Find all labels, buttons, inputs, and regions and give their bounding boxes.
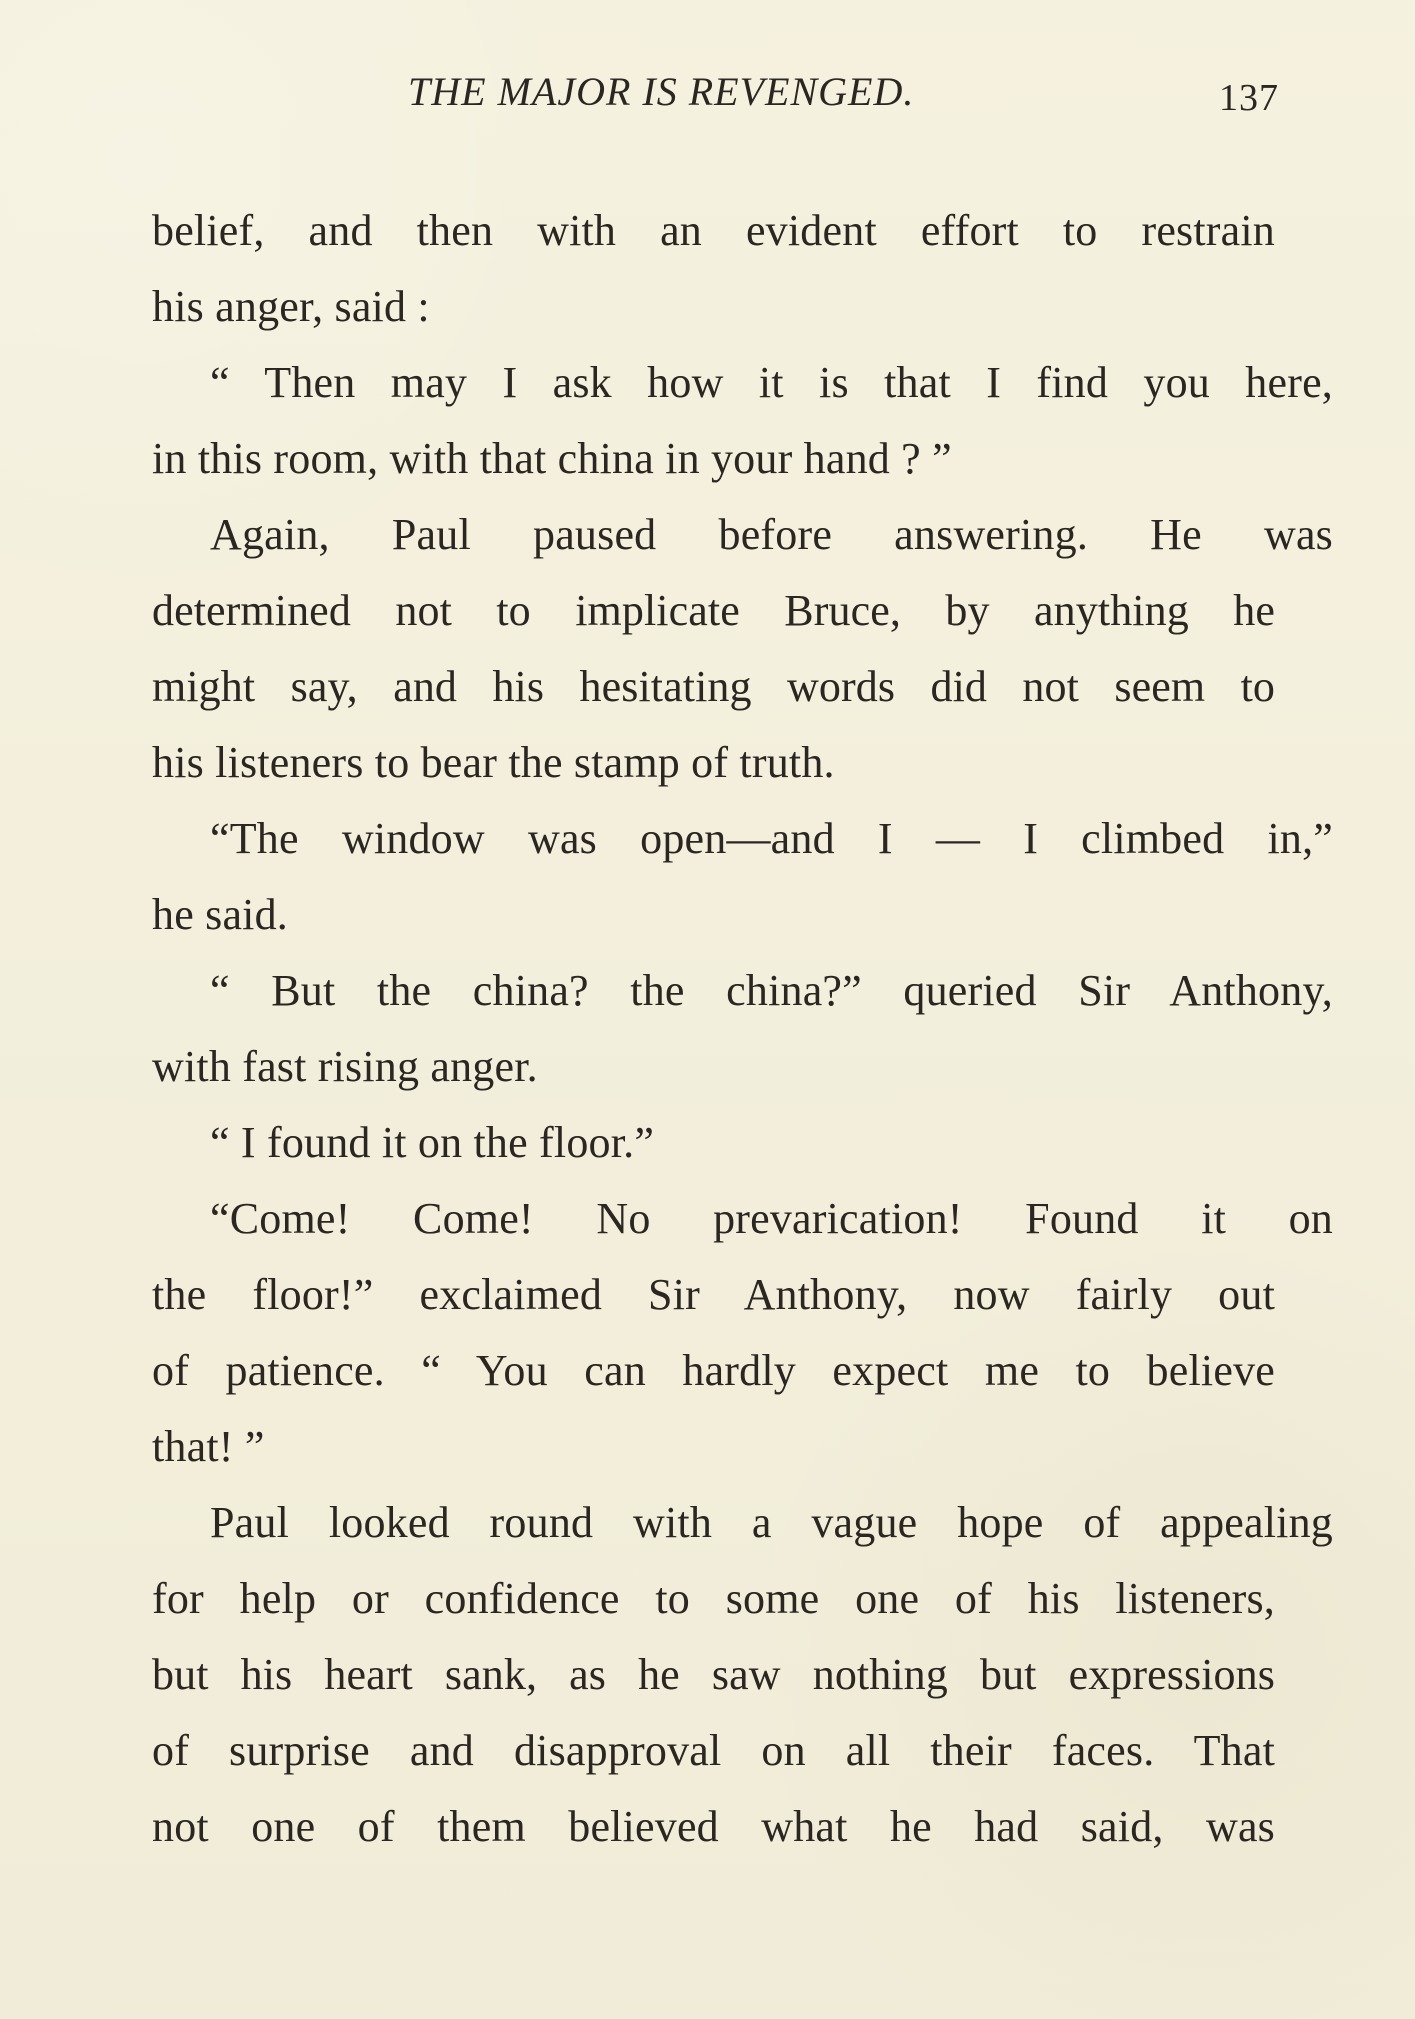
text-line: belief, and then with an evident effort to restrain xyxy=(152,206,1275,255)
text-line: his listeners to bear the stamp of truth. xyxy=(152,738,835,787)
text-line: but his heart sank, as he saw nothing but expressions xyxy=(152,1650,1275,1699)
text-line: with fast rising anger. xyxy=(152,1042,538,1091)
text-line: that! ” xyxy=(152,1422,265,1471)
text-line: the floor!” exclaimed Sir Anthony, now fairly out xyxy=(152,1270,1275,1319)
page-body xyxy=(152,193,1333,1865)
text-line: of surprise and disapproval on all their faces. That xyxy=(152,1726,1275,1775)
text-line: “ Then may I ask how it is that I find you here, xyxy=(210,358,1333,407)
text-line: not one of them believed what he had said, was xyxy=(152,1802,1275,1851)
text-line: determined not to implicate Bruce, by anything he xyxy=(152,586,1275,635)
text-line: “The window was open—and I — I climbed in,” xyxy=(210,814,1333,863)
text-line: “ I found it on the floor.” xyxy=(210,1118,655,1167)
text-line: Paul looked round with a vague hope of appealing xyxy=(210,1498,1333,1547)
text-line: might say, and his hesitating words did not seem to xyxy=(152,662,1275,711)
text-line: Again, Paul paused before answering. He was xyxy=(210,510,1333,559)
text-line: for help or confidence to some one of his listeners, xyxy=(152,1574,1275,1623)
text-line: “ But the china? the china?” queried Sir Anthony, xyxy=(210,966,1333,1015)
text-line: “Come! Come! No prevarication! Found it on xyxy=(210,1194,1333,1243)
text-line: he said. xyxy=(152,890,289,939)
text-line: his anger, said : xyxy=(152,282,430,331)
running-head: THE MAJOR IS REVENGED. xyxy=(408,69,915,114)
text-line: in this room, with that china in your hand ? ” xyxy=(152,434,952,483)
text-line: of patience. “ You can hardly expect me to believe xyxy=(152,1346,1275,1395)
page-number: 137 xyxy=(1219,77,1279,119)
